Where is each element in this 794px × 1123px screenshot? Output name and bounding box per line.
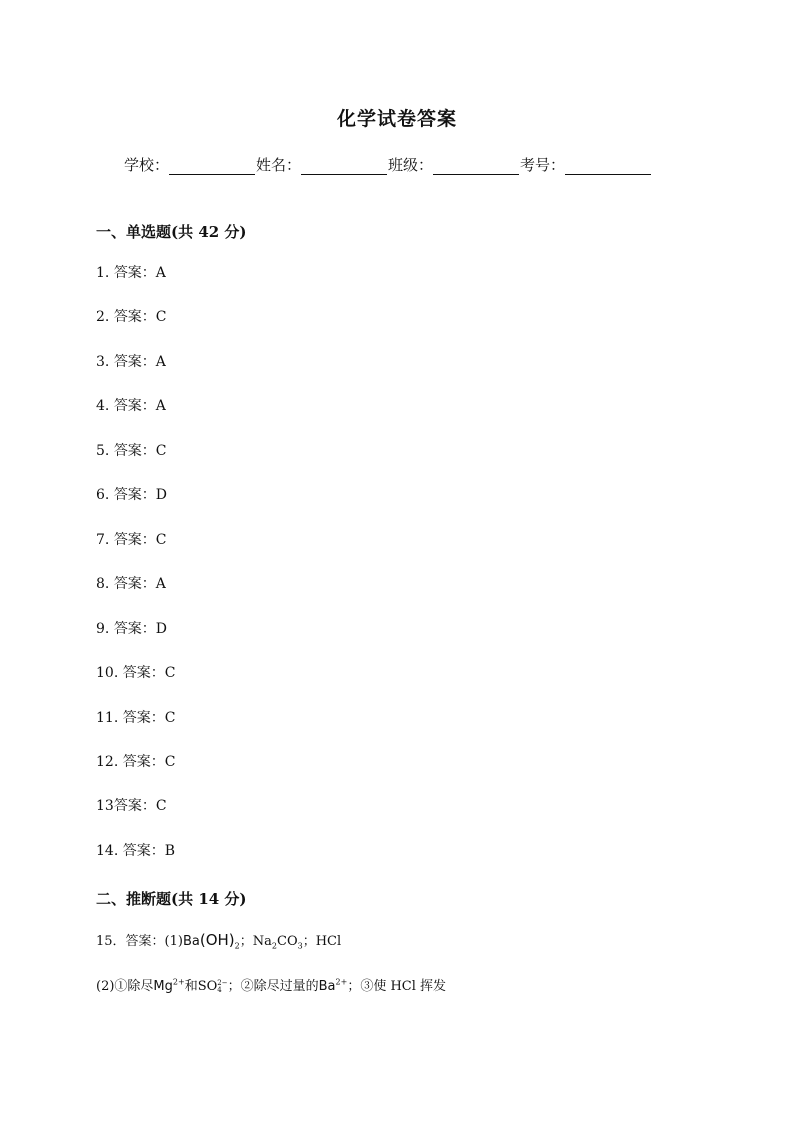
answer-item (96, 840, 175, 860)
q15-answer-line-2 (96, 975, 446, 994)
answer-item (96, 751, 175, 771)
answer-text: 答案：C (122, 665, 176, 681)
q15-part2-end: ；③使 HCl 挥发 (347, 979, 447, 994)
answer-number: 6. (96, 487, 114, 503)
answer-item (96, 662, 175, 682)
answer-item (96, 618, 167, 638)
answer-text: 答案：A (113, 265, 166, 281)
answer-number: 3. (96, 354, 114, 370)
exam-number-label: 考号： (520, 156, 566, 174)
answer-number: 10. (96, 665, 123, 681)
formula-ba2: Ba (318, 979, 336, 994)
answer-text: 答案：B (122, 843, 176, 859)
q15-answer-line-1 (96, 930, 341, 951)
class-label: 班级： (388, 156, 434, 174)
formula-na: Na (252, 934, 272, 949)
answer-item (96, 395, 166, 415)
formula-co: CO (277, 934, 298, 949)
answer-number: 8. (96, 576, 110, 592)
student-info-row (124, 154, 652, 175)
conjunction: 和 (184, 979, 198, 994)
answer-number: 7. (96, 532, 114, 548)
answer-number: 2. (96, 309, 110, 325)
separator: ； (239, 934, 253, 949)
formula-so-sup: 2− (217, 978, 228, 987)
separator-hcl: ；HCl (302, 934, 342, 949)
formula-oh: (OH) (199, 931, 235, 949)
answer-number: 13 (96, 798, 114, 814)
answer-number: 9. (96, 621, 114, 637)
answer-number: 11. (96, 710, 123, 726)
answer-number: 4. (96, 398, 110, 414)
answer-text: 答案：D (113, 621, 168, 637)
formula-co-sub: 3 (297, 941, 303, 951)
formula-mg-sup: 2+ (172, 977, 185, 987)
q15-part2-mid: ；②除尽过量的 (227, 979, 319, 994)
section-heading-single-choice: 一、单选题(共 42 分) (96, 223, 247, 241)
formula-ba: Ba (182, 934, 200, 949)
answer-item (96, 306, 167, 326)
answer-text: 答案：A (113, 576, 166, 592)
class-field (388, 154, 520, 175)
page-title: 化学试卷答案 (336, 108, 457, 130)
answer-text: 答案：A (113, 354, 166, 370)
school-blank[interactable] (169, 158, 255, 175)
name-field (256, 154, 388, 175)
answer-text: 答案：A (113, 398, 166, 414)
answer-text: 答案：C (113, 532, 167, 548)
answer-number: 14. (96, 843, 123, 859)
q15-prefix: 15．答案：(1) (96, 934, 183, 949)
answer-item (96, 795, 167, 815)
school-field (124, 154, 256, 175)
answer-number: 12. (96, 754, 123, 770)
answer-text: 答案：C (122, 754, 176, 770)
section-heading-inference: 二、推断题(共 14 分) (96, 890, 247, 908)
formula-ba2-sup: 2+ (335, 977, 348, 987)
answer-item (96, 573, 166, 593)
formula-so-sub: 4 (217, 985, 222, 994)
q15-part2-prefix: (2)①除尽 (96, 979, 154, 994)
formula-na-sub: 2 (271, 941, 277, 951)
answer-item (96, 351, 166, 371)
answer-item (96, 440, 167, 460)
name-label: 姓名： (256, 156, 302, 174)
answer-text: 答案：C (122, 710, 176, 726)
answer-item (96, 484, 167, 504)
answer-number: 1. (96, 265, 110, 281)
class-blank[interactable] (433, 158, 519, 175)
formula-mg: Mg (153, 979, 173, 994)
answer-text: 答案：C (113, 309, 167, 325)
name-blank[interactable] (301, 158, 387, 175)
formula-oh-sub: 2 (234, 941, 240, 951)
answer-text: 答案：C (113, 443, 167, 459)
exam-number-field (520, 154, 652, 175)
answer-number: 5. (96, 443, 114, 459)
answer-item (96, 707, 175, 727)
exam-number-blank[interactable] (565, 158, 651, 175)
answer-text: 答案：D (113, 487, 168, 503)
school-label: 学校： (124, 156, 170, 174)
answer-text: 答案：C (113, 798, 167, 814)
formula-so: SO (197, 979, 218, 994)
answer-item (96, 262, 166, 282)
answer-item (96, 529, 167, 549)
